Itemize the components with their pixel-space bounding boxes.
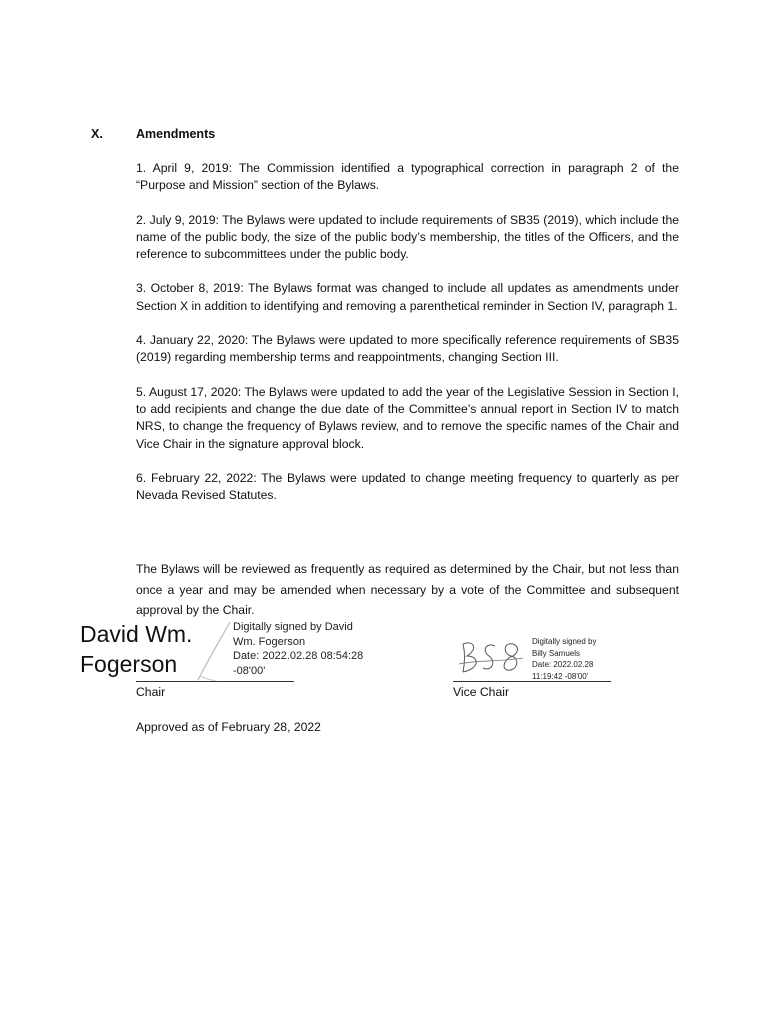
amendment-item: 1. April 9, 2019: The Commission identified a typographical correction in paragraph 2 of the “Purpose and Mission” section of the Bylaws. [136,161,679,193]
chair-signature-name: David Wm. Fogerson [80,621,193,677]
digital-signature-line: Date: 2022.02.28 [532,660,594,669]
amendment-item: 6. February 22, 2022: The Bylaws were updated to change meeting frequency to quarterly as per Nevada Revised Statutes. [136,470,679,503]
chair-label: Chair [136,685,166,699]
vice-chair-label: Vice Chair [453,685,509,699]
vice-chair-signature-line [453,681,611,682]
digital-signature-line: Billy Samuels [532,648,581,658]
digital-signature-line: Digitally signed by [532,637,597,646]
section-title: Amendments [136,127,216,141]
vice-chair-digital-signature [532,636,642,682]
amendments-list [136,160,679,521]
amendment-item: 3. October 8, 2019: The Bylaws format was changed to include all updates as amendments under Section X in addition to identifying and removing a parenthetical reminder in Section IV, paragraph 1. [136,281,679,313]
digital-signature-line: 11:19:42 -08'00' [532,671,589,681]
approval-date: Approved as of February 28, 2022 [136,720,321,734]
amendment-item: 4. January 22, 2020: The Bylaws were updated to more specifically reference requirements of SB35 (2019) regarding membership terms and reappointments, changing Section III. [136,333,679,365]
digital-signature-line: Digitally signed by David [233,621,353,633]
chair-signature-line [136,681,294,682]
review-paragraph: The Bylaws will be reviewed as frequently as required as determined by the Chair, but not less than once a year and may be amended when necessary by a vote of the Committee and subsequent approval by the Chair. [136,562,679,617]
digital-signature-line: Date: 2022.02.28 08:54:28 [233,650,364,663]
amendment-item: 5. August 17, 2020: The Bylaws were updated to add the year of the Legislative Session in Section I, to add recipients and change the due date of the Committee’s annual report in Section IV to match NRS, to change the frequency of Bylaws review, and to remove the specific names of the Chair and Vice Chair in the signature approval block. [136,384,679,451]
digital-signature-line: Wm. Fogerson [233,635,306,648]
section-number: X. [91,127,103,141]
amendment-item: 2. July 9, 2019: The Bylaws were updated to include requirements of SB35 (2019), which include the name of the public body, the size of the public body’s membership, the titles of the Officers, and the reference to subcommittees under the public body. [136,212,679,262]
digital-signature-line: -08'00' [233,664,266,677]
handwritten-signature-icon [457,634,527,678]
chair-digital-signature [233,620,373,678]
